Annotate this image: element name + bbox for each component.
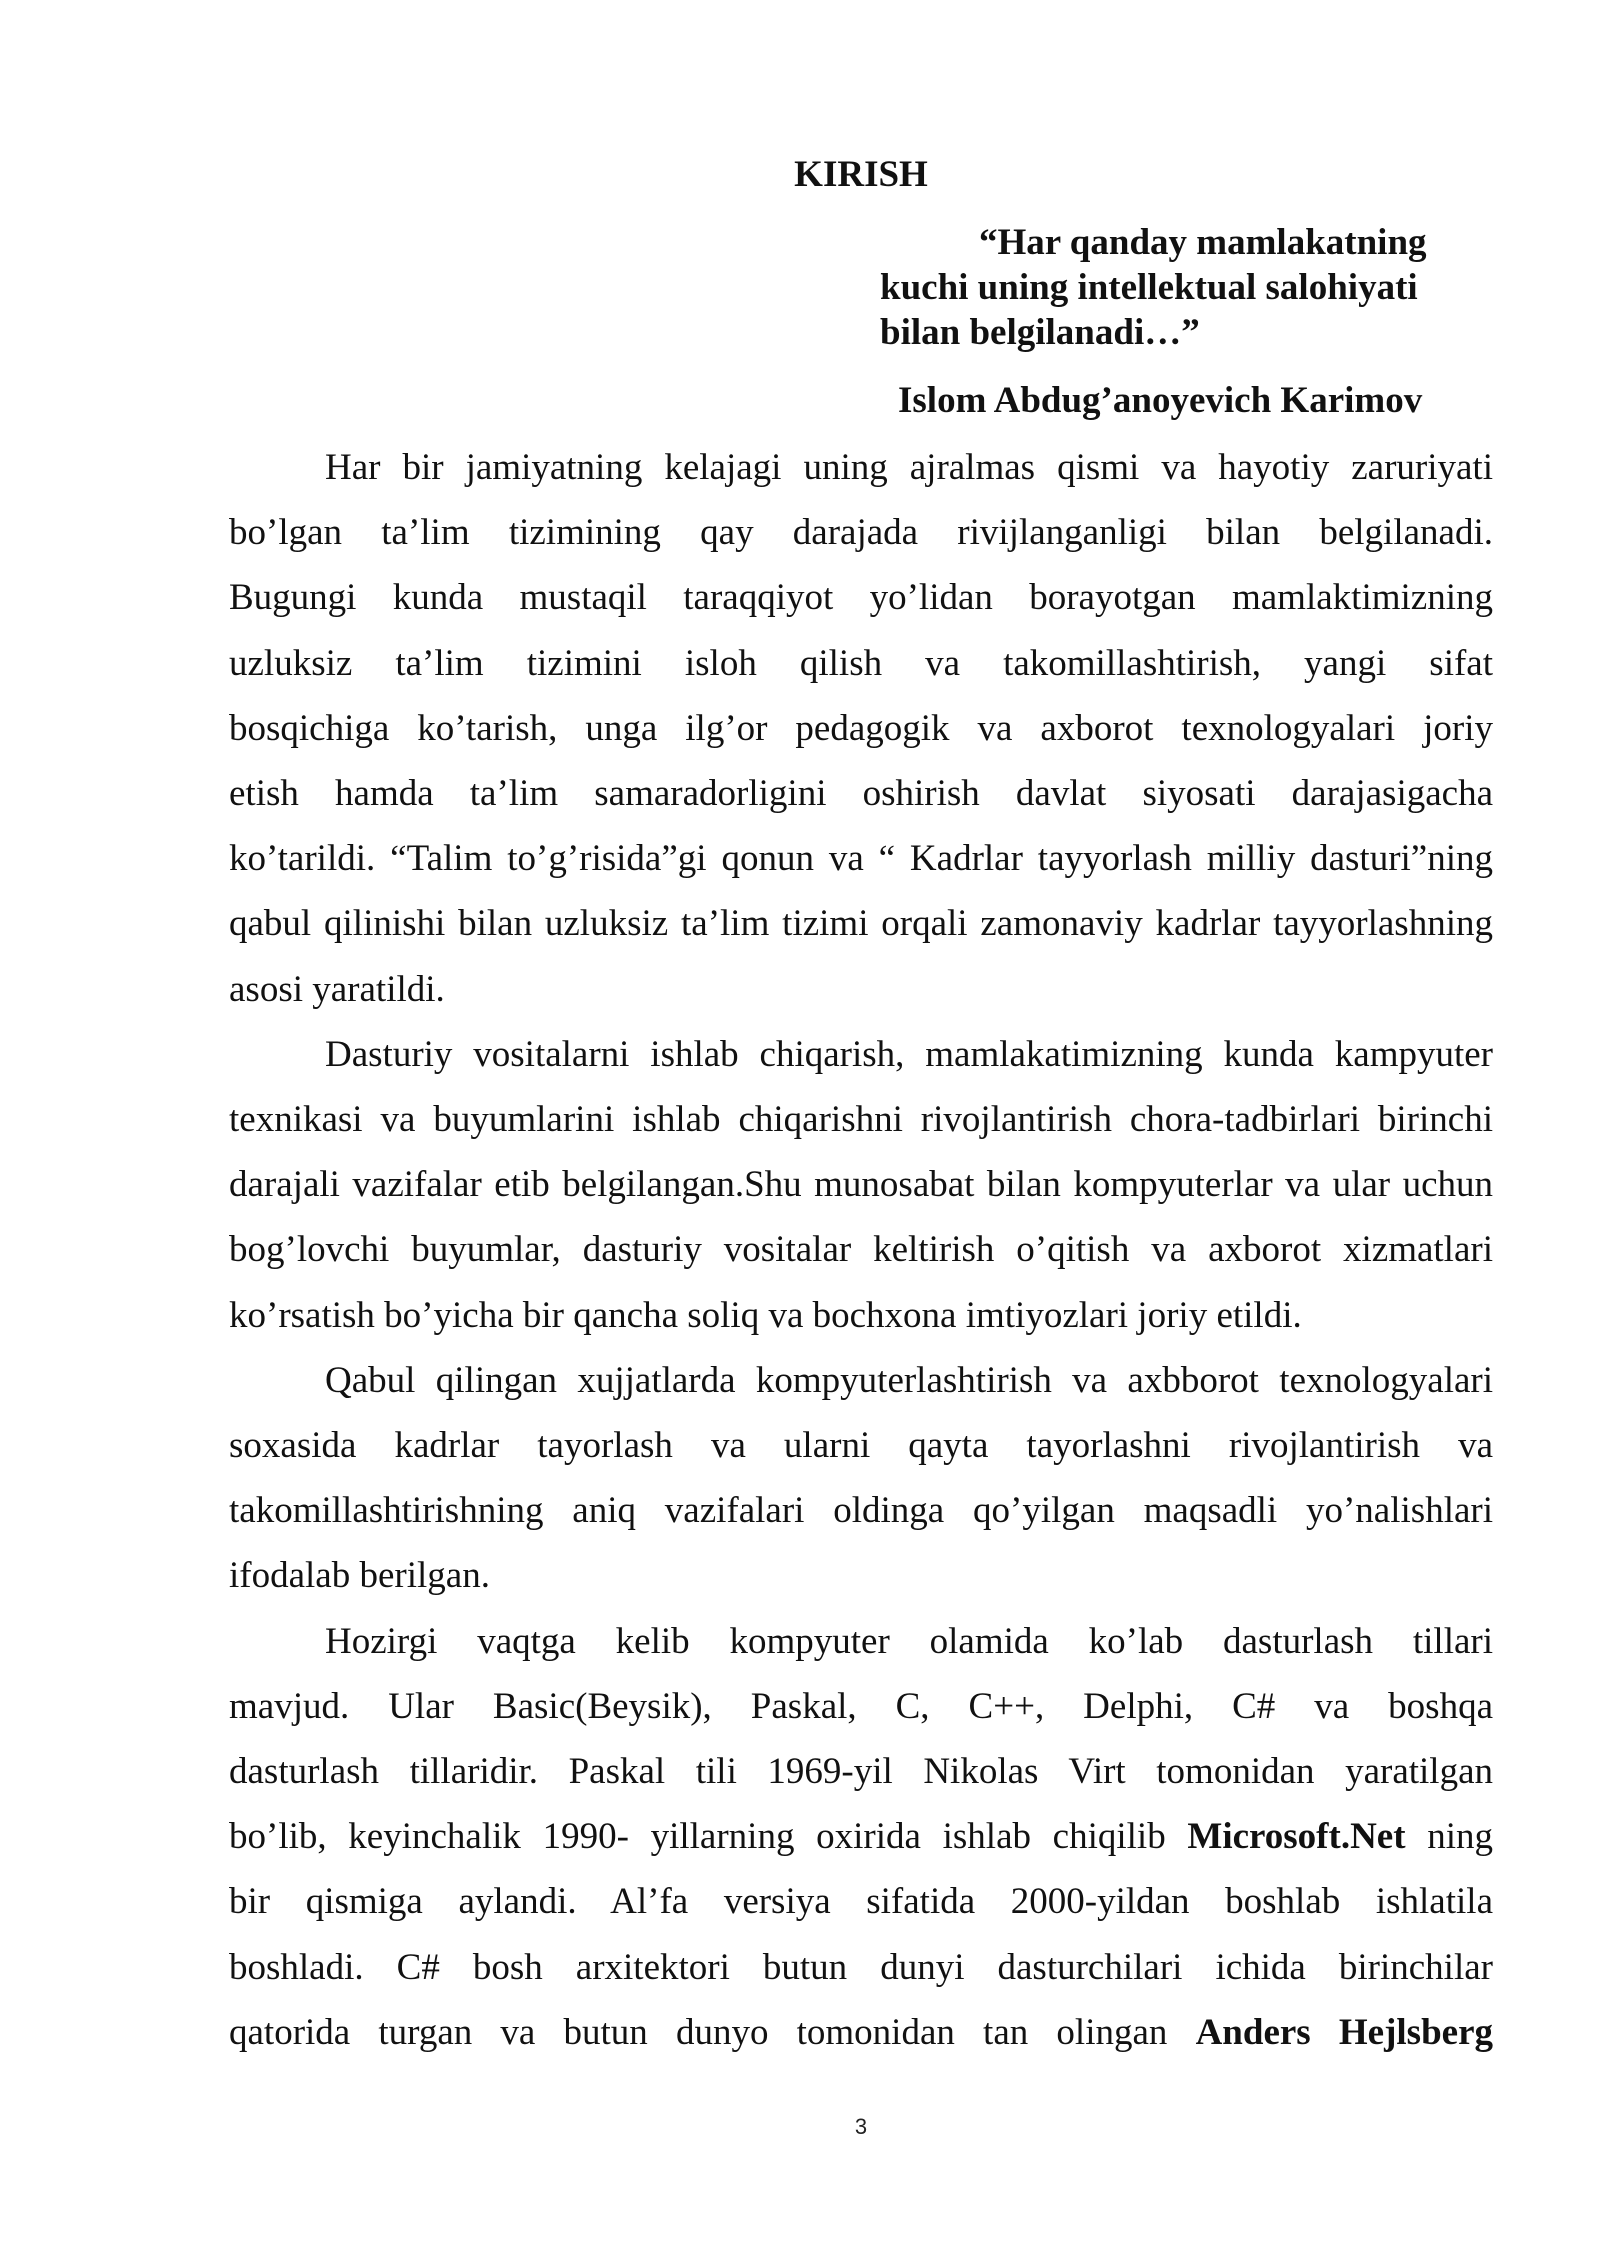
line-text: qatorida turgan va butun dunyo tomonidan tan olingan: [229, 2011, 1196, 2053]
paragraph-line: bir qismiga aylandi. Al’fa versiya sifatida 2000-yildan boshlab ishlatila: [229, 1881, 1493, 1923]
paragraph-line: Har bir jamiyatning kelajagi uning ajralmas qismi va hayotiy zaruriyati: [325, 447, 1493, 488]
line-text: bo’lib, keyinchalik 1990- yillarning oxirida ishlab chiqilib: [229, 1816, 1188, 1858]
paragraph-line: uzluksiz ta’lim tizimini isloh qilish va takomillashtirish, yangi sifat: [229, 642, 1493, 684]
paragraph-line: bog’lovchi buyumlar, dasturiy vositalar keltirish o’qitish va axborot xizmatlari: [229, 1229, 1493, 1271]
paragraph-2: [229, 1022, 1493, 1348]
paragraph-line: ifodalab berilgan.: [229, 1555, 490, 1597]
paragraph-line: bosqichiga ko’tarish, unga ilg’or pedagogik va axborot texnologyalari joriy: [229, 707, 1493, 749]
epigraph-line: “Har qanday mamlakatning: [979, 222, 1427, 263]
paragraph-line: etish hamda ta’lim samaradorligini oshirish davlat siyosati darajasigacha: [229, 773, 1493, 815]
epigraph-quote: [880, 220, 1427, 355]
section-title: KIRISH: [794, 154, 928, 195]
paragraph-line: Bugungi kunda mustaqil taraqqiyot yo’lidan borayotgan mamlaktimizning: [229, 577, 1493, 619]
epigraph-author: Islom Abdug’anoyevich Karimov: [898, 380, 1423, 421]
paragraph-line: soxasida kadrlar tayorlash va ularni qayta tayorlashni rivojlantirish va: [229, 1425, 1493, 1467]
paragraph-line: texnikasi va buyumlarini ishlab chiqarishni rivojlantirish chora-tadbirlari birinchi: [229, 1099, 1493, 1141]
paragraph-3: [229, 1348, 1493, 1609]
paragraph-line: Dasturiy vositalarni ishlab chiqarish, mamlakatimizning kunda kampyuter: [325, 1033, 1493, 1075]
paragraph-line: ko’rsatish bo’yicha bir qancha soliq va bochxona imtiyozlari joriy etildi.: [229, 1294, 1302, 1336]
epigraph-line: bilan belgilanadi…”: [880, 312, 1200, 353]
paragraph-line: bo’lgan ta’lim tizimining qay darajada rivijlanganligi bilan belgilanadi.: [229, 512, 1493, 554]
paragraph-line: qabul qilinishi bilan uzluksiz ta’lim tizimi orqali zamonaviy kadrlar tayyorlashning: [229, 903, 1493, 945]
paragraph-line: [229, 1804, 1493, 1869]
paragraph-line: darajali vazifalar etib belgilangan.Shu munosabat bilan kompyuterlar va ular uchun: [229, 1164, 1493, 1206]
paragraph-1: [229, 435, 1493, 1022]
paragraph-line: asosi yaratildi.: [229, 968, 445, 1010]
page-number: 3: [854, 2114, 868, 2139]
paragraph-line: boshladi. C# bosh arxitektori butun dunyi dasturchilari ichida birinchilar: [229, 1946, 1493, 1988]
bold-term: Microsoft.Net: [1187, 1816, 1406, 1858]
paragraph-4: [229, 1609, 1493, 2065]
paragraph-line: takomillashtirishning aniq vazifalari oldinga qo’yilgan maqsadli yo’nalishlari: [229, 1490, 1493, 1532]
paragraph-line: mavjud. Ular Basic(Beysik), Paskal, C, C++, Delphi, C# va boshqa: [229, 1685, 1493, 1727]
paragraph-line: Qabul qilingan xujjatlarda kompyuterlashtirish va axbborot texnologyalari: [325, 1359, 1493, 1401]
body-text: [229, 435, 1493, 2065]
paragraph-line: dasturlash tillaridir. Paskal tili 1969-yil Nikolas Virt tomonidan yaratilgan: [229, 1751, 1493, 1793]
bold-term: Anders Hejlsberg: [1195, 2011, 1493, 2053]
paragraph-line: Hozirgi vaqtga kelib kompyuter olamida ko’lab dasturlash tillari: [325, 1620, 1493, 1662]
paragraph-line: [229, 2000, 1493, 2065]
line-text: ning: [1405, 1816, 1494, 1858]
paragraph-line: ko’tarildi. “Talim to’g’risida”gi qonun va “ Kadrlar tayyorlash milliy dasturi”ning: [229, 838, 1493, 880]
epigraph-line: kuchi uning intellektual salohiyati: [880, 267, 1418, 308]
